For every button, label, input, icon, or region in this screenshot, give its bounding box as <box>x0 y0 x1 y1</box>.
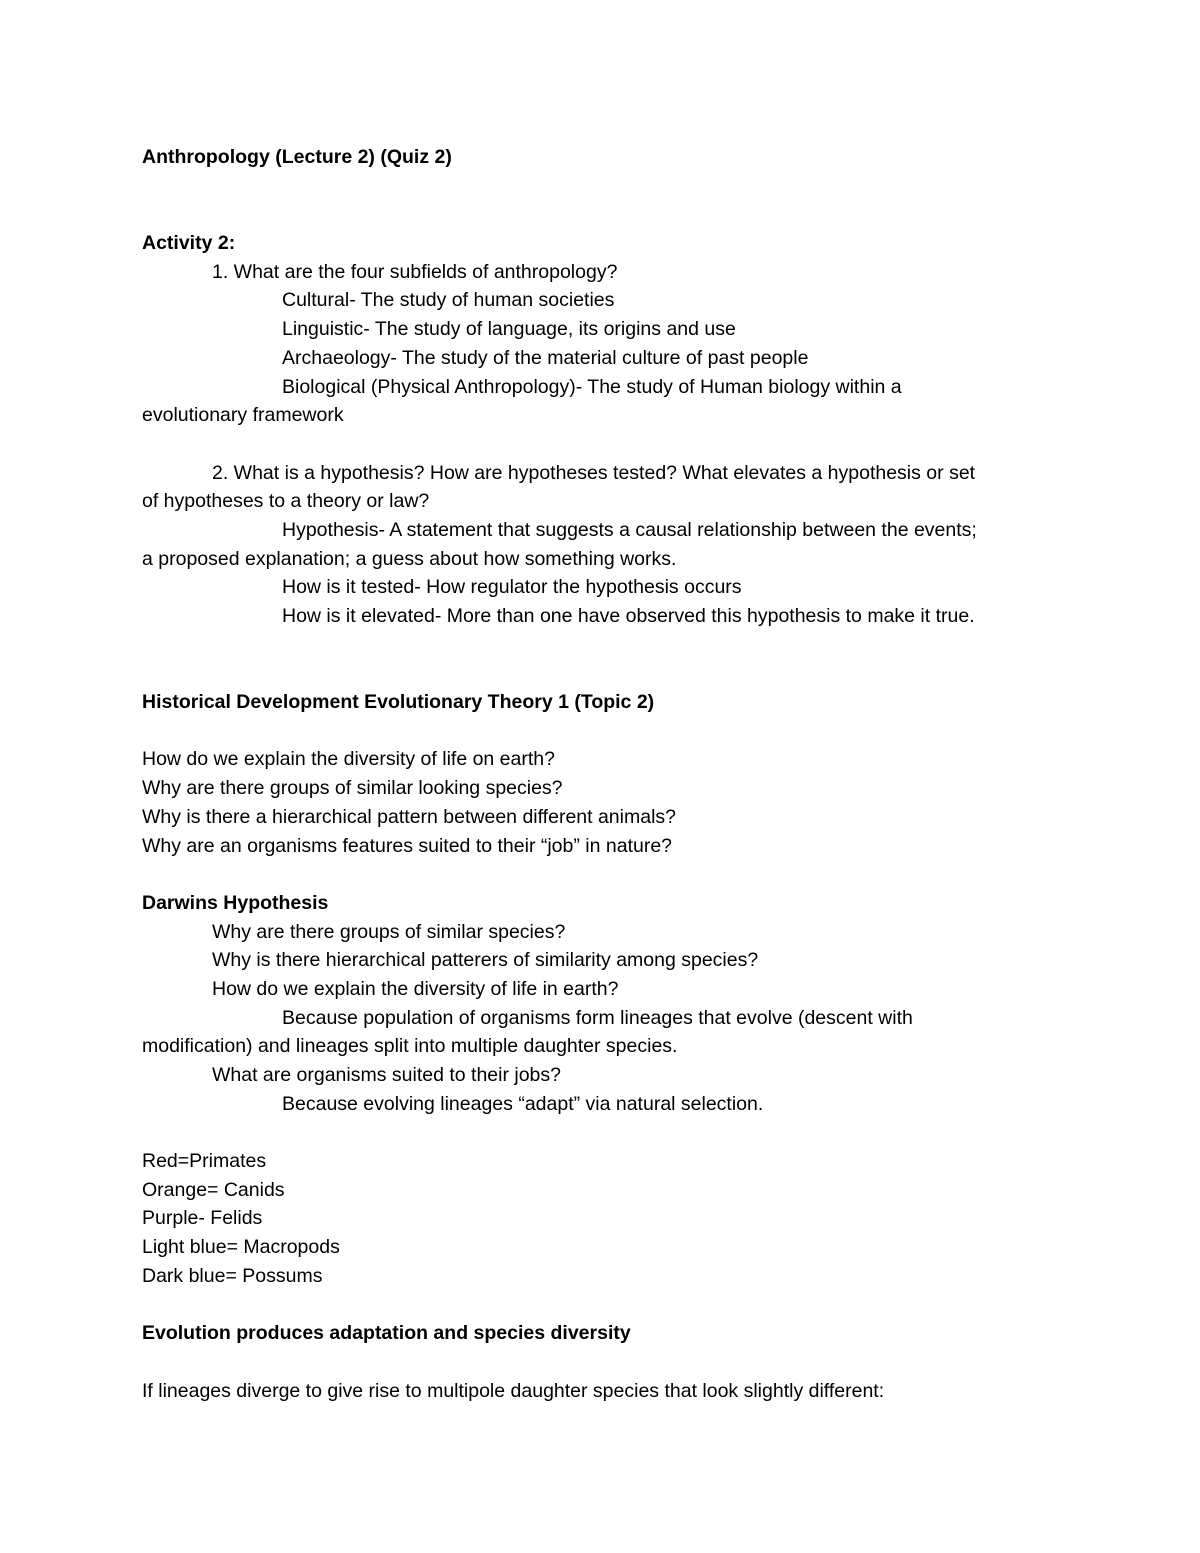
subfield-cultural: Cultural- The study of human societies <box>282 289 615 312</box>
historical-heading: Historical Development Evolutionary Theory 1 (Topic 2) <box>142 691 655 714</box>
darwin-question-2: Why is there hierarchical patterers of similarity among species? <box>212 949 759 972</box>
darwin-question-4: What are organisms suited to their jobs? <box>212 1064 562 1087</box>
darwin-answer-1: Because population of organisms form lineages that evolve (descent with <box>282 1006 913 1029</box>
darwin-answer-2: Because evolving lineages “adapt” via natural selection. <box>282 1092 764 1115</box>
legend-item-orange: Orange= Canids <box>142 1178 285 1201</box>
darwin-answer-1-cont: modification) and lineages split into multiple daughter species. <box>142 1035 678 1058</box>
activity-question-1: 1. What are the four subfields of anthropology? <box>212 260 618 283</box>
historical-question: Why are there groups of similar looking species? <box>142 777 563 800</box>
historical-question: Why is there a hierarchical pattern between different animals? <box>142 805 677 828</box>
legend-item-purple: Purple- Felids <box>142 1207 263 1230</box>
darwin-question-1: Why are there groups of similar species? <box>212 920 566 943</box>
darwin-heading: Darwins Hypothesis <box>142 891 329 914</box>
page-title: Anthropology (Lecture 2) (Quiz 2) <box>142 146 452 168</box>
hypothesis-tested: How is it tested- How regulator the hypothesis occurs <box>282 576 742 599</box>
document-body <box>142 143 1062 1405</box>
subfield-archaeology: Archaeology- The study of the material culture of past people <box>282 346 809 369</box>
legend-item-light-blue: Light blue= Macropods <box>142 1236 340 1259</box>
hypothesis-definition: Hypothesis- A statement that suggests a causal relationship between the events; <box>282 518 977 541</box>
hypothesis-elevated: How is it elevated- More than one have observed this hypothesis to make it true. <box>282 605 975 628</box>
evolution-text: If lineages diverge to give rise to multipole daughter species that look slightly different: <box>142 1379 885 1402</box>
legend-item-dark-blue: Dark blue= Possums <box>142 1264 323 1287</box>
subfield-biological-cont: evolutionary framework <box>142 404 344 427</box>
legend-item-red: Red=Primates <box>142 1150 267 1173</box>
historical-question: Why are an organisms features suited to their “job” in nature? <box>142 834 673 857</box>
hypothesis-definition-cont: a proposed explanation; a guess about how something works. <box>142 547 677 570</box>
subfield-biological: Biological (Physical Anthropology)- The study of Human biology within a <box>282 375 902 398</box>
historical-question: How do we explain the diversity of life on earth? <box>142 748 555 771</box>
subfield-linguistic: Linguistic- The study of language, its origins and use <box>282 318 736 341</box>
activity-question-2: 2. What is a hypothesis? How are hypotheses tested? What elevates a hypothesis or set <box>212 461 976 484</box>
activity-heading: Activity 2: <box>142 232 236 255</box>
evolution-heading: Evolution produces adaptation and species diversity <box>142 1322 631 1345</box>
activity-question-2-cont: of hypotheses to a theory or law? <box>142 490 430 513</box>
darwin-question-3: How do we explain the diversity of life in earth? <box>212 977 619 1000</box>
